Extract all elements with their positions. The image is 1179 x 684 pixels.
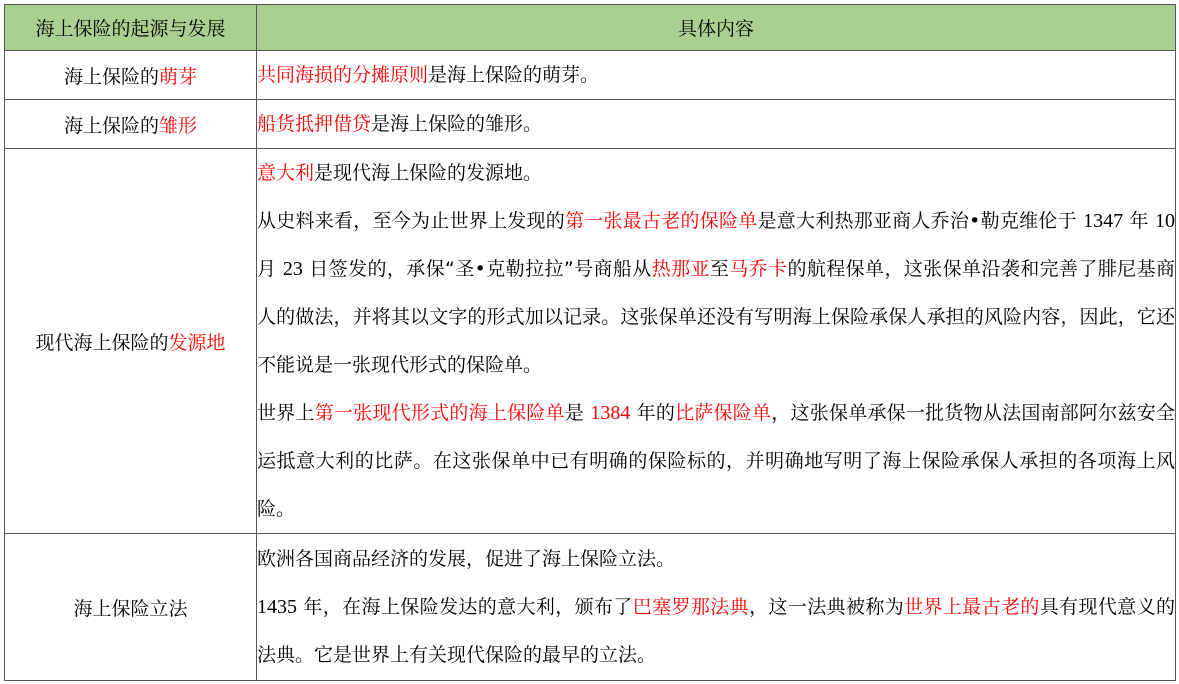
content-paragraph <box>257 583 1175 679</box>
body-text: 年的 <box>630 402 676 424</box>
row-label-highlight: 雏形 <box>159 114 198 137</box>
body-text: 世界上 <box>257 402 315 424</box>
content-paragraph <box>257 149 1175 197</box>
row-label-prefix: 海上保险的 <box>63 65 159 88</box>
highlight-text: 意大利 <box>257 162 315 184</box>
row-content <box>257 149 1176 534</box>
year-number: 1384 <box>590 402 631 424</box>
content-paragraph <box>257 535 1175 583</box>
highlight-text: 热那亚 <box>651 258 710 280</box>
header-content: 具体内容 <box>257 5 1176 51</box>
body-text: ，这张保单承保一批货物从法国南部阿尔兹安全运抵意大利的比萨。在这张保单中已有明确的保险标的，并明确地写明了海上保险承保人承担的各项海上风险。 <box>257 402 1175 520</box>
body-text: 年，在海上保险发达的意大利，颁布了 <box>297 596 633 618</box>
body-text: ，这一法典被称为 <box>749 596 905 618</box>
body-text: 是 <box>564 402 591 424</box>
year-number: 1435 <box>257 596 297 618</box>
content-paragraph <box>257 51 1175 99</box>
body-text: 年 <box>1123 210 1155 232</box>
table-row <box>5 534 1176 681</box>
body-text: 是海上保险的萌芽。 <box>428 64 600 86</box>
highlight-text: 共同海损的分摊原则 <box>257 64 429 86</box>
highlight-text: 船货抵押借贷 <box>257 113 372 135</box>
row-label-prefix: 现代海上保险的 <box>35 331 169 354</box>
row-label-text: 海上保险立法 <box>73 597 188 620</box>
body-text: 具有现代意义的法典。它是世界上有关现代保险的最早的立法。 <box>257 596 1175 666</box>
highlight-text: 第一张现代形式的海上保险单 <box>314 402 565 424</box>
header-origin-development: 海上保险的起源与发展 <box>5 5 257 51</box>
row-label-prefix: 海上保险的 <box>63 114 159 137</box>
row-label-highlight: 萌芽 <box>159 65 198 88</box>
table-header-row <box>5 5 1176 51</box>
row-label <box>5 534 257 681</box>
body-text: 的航程保单，这张保单沿袭和完善了腓尼基商人的做法，并将其以文字的形式加以记录。这张保单还没有写明海上保险承保人承担的风险内容，因此，它还不能说是一张现代形式的保险单。 <box>257 258 1175 376</box>
row-label-highlight: 发源地 <box>168 331 226 354</box>
row-label <box>5 51 257 100</box>
highlight-text: 巴塞罗那法典 <box>632 596 750 618</box>
highlight-text: 比萨保险单 <box>675 402 772 424</box>
body-text: 欧洲各国商品经济的发展，促进了海上保险立法。 <box>257 548 676 570</box>
row-content <box>257 51 1176 100</box>
row-content <box>257 534 1176 681</box>
body-text: 是海上保险的雏形。 <box>371 113 543 135</box>
day-number: 23 <box>282 258 303 280</box>
body-text: 是意大利热那亚商人乔治•勒克维伦于 <box>757 210 1084 232</box>
body-text: 月 <box>257 258 283 280</box>
content-paragraph <box>257 100 1175 148</box>
history-table <box>4 4 1176 681</box>
highlight-text: 世界上最古老的 <box>904 596 1040 618</box>
body-text: 至 <box>709 258 730 280</box>
content-paragraph <box>257 389 1175 533</box>
year-number: 1347 <box>1083 210 1124 232</box>
table-row <box>5 51 1176 100</box>
highlight-text: 第一张最古老的保险单 <box>564 210 758 232</box>
body-text: 从史料来看，至今为止世界上发现的 <box>257 210 565 232</box>
table-row <box>5 100 1176 149</box>
row-content <box>257 100 1176 149</box>
table-row <box>5 149 1176 534</box>
row-label <box>5 100 257 149</box>
row-label <box>5 149 257 534</box>
highlight-text: 马乔卡 <box>729 258 788 280</box>
content-paragraph <box>257 197 1175 389</box>
month-number: 10 <box>1154 210 1175 232</box>
body-text: 是现代海上保险的发源地。 <box>314 162 543 184</box>
body-text: 日签发的，承保“圣•克勒拉拉”号商船从 <box>302 258 652 280</box>
